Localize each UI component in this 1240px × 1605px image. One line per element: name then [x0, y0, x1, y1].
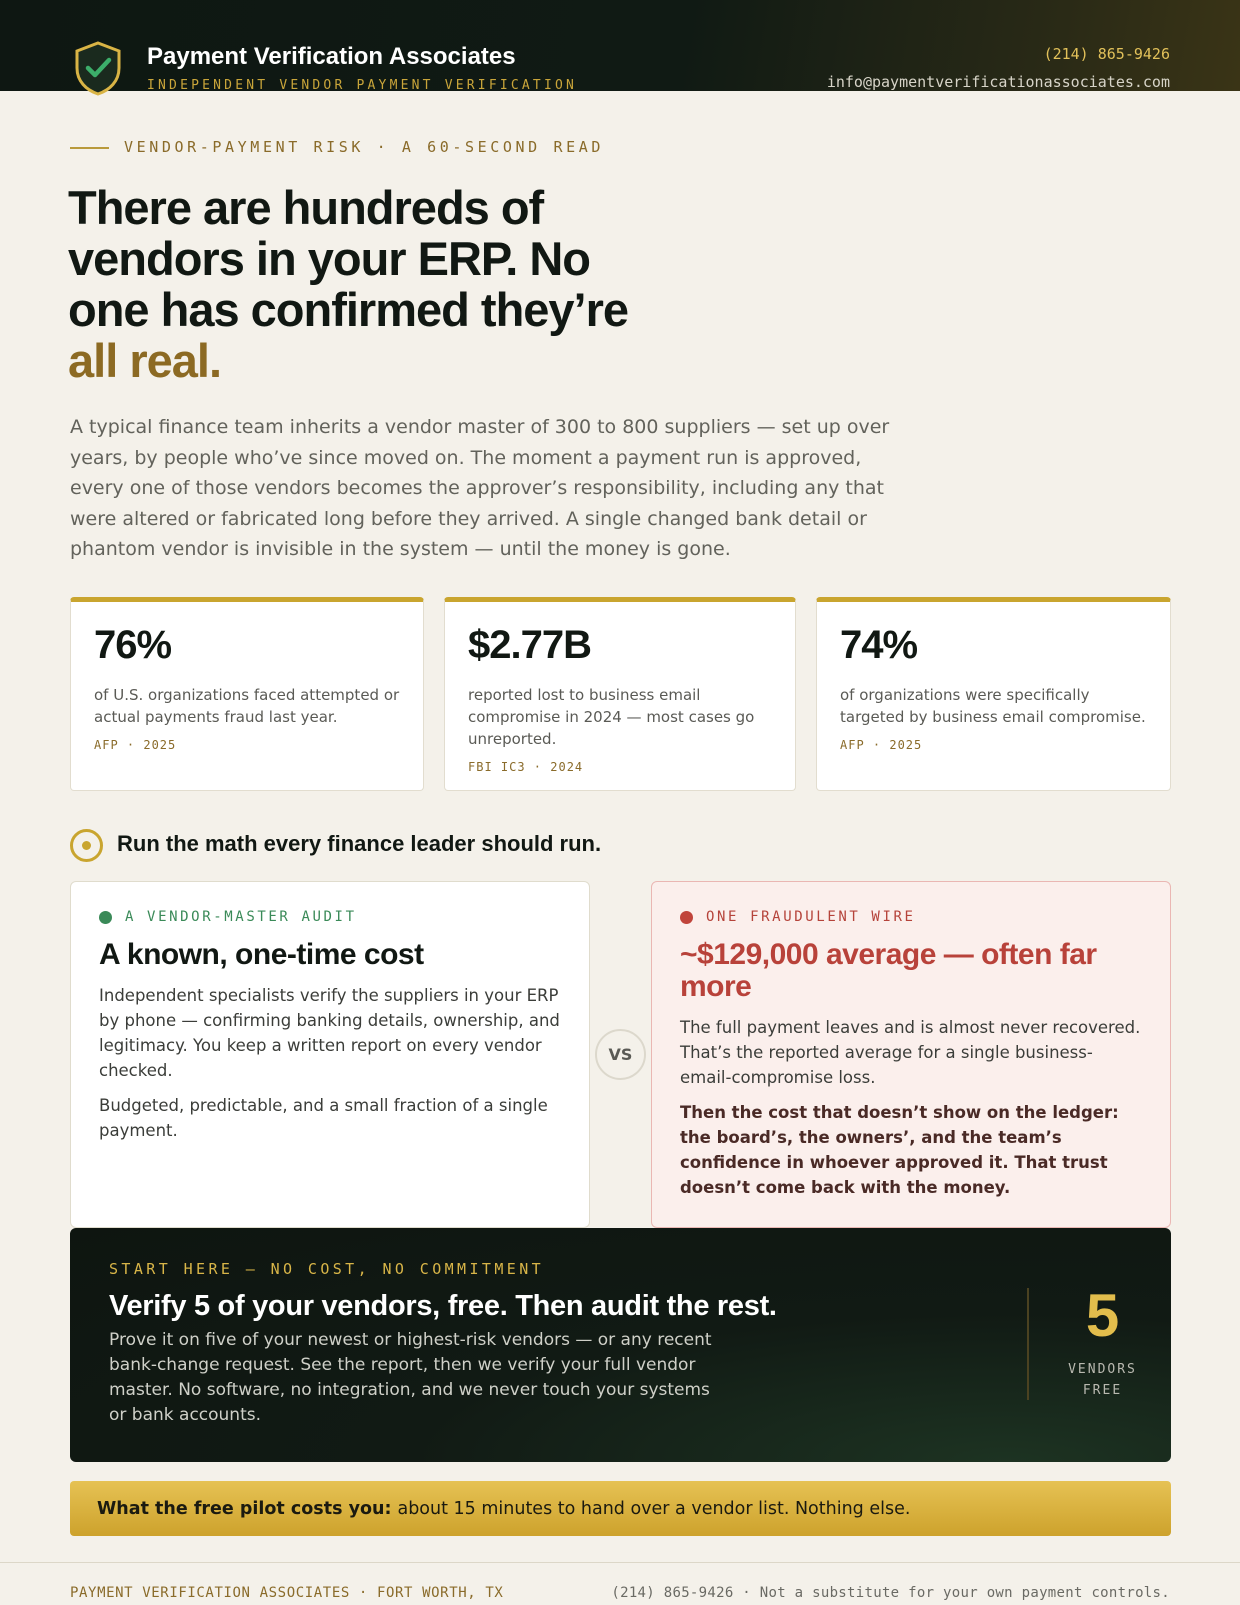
- stat-card: [444, 597, 796, 791]
- shield-check-icon: [72, 40, 124, 96]
- pilot-unit-line2: FREE: [1082, 1383, 1123, 1398]
- cost-label: What the free pilot costs you:: [97, 1498, 392, 1519]
- headline-main: There are hundreds of vendors in your ERP. No one has confirmed they’re: [68, 181, 629, 336]
- pilot-unit-line1: VENDORS: [1068, 1362, 1137, 1377]
- audit-cost-card: [70, 881, 590, 1228]
- pilot-cost-banner: [70, 1481, 1171, 1536]
- stat-card: [70, 597, 424, 791]
- hero-intro: A typical finance team inherits a vendor master of 300 to 800 suppliers — set up over years, by people who’ve since moved on. The moment a payment run is approved, every one of those vendors becomes the approver’s responsibility, including any that were altered or fabricated long before they arrived. A single changed bank detail or phantom vendor is invisible in the system — until the money is gone.: [70, 416, 890, 560]
- status-dot-icon: [99, 911, 112, 924]
- audit-body-secondary: Budgeted, predictable, and a small fraction of a single payment.: [99, 1096, 548, 1140]
- fraud-body: The full payment leaves and is almost never recovered. That’s the reported average for a single business-email-compromise loss.: [680, 1018, 1141, 1087]
- stat-card: [816, 597, 1171, 791]
- vs-badge: VS: [595, 1029, 646, 1080]
- headline-accent: all real.: [68, 334, 221, 387]
- stat-value: 76%: [94, 623, 172, 667]
- pilot-eyebrow: START HERE — NO COST, NO COMMITMENT: [109, 1260, 545, 1278]
- audit-body: Independent specialists verify the suppliers in your ERP by phone — confirming banking details, ownership, and legitimacy. You keep a written report on every vendor checked.: [99, 986, 560, 1080]
- footer-disclaimer: (214) 865-9426 · Not a substitute for your own payment controls.: [611, 1585, 1170, 1601]
- stat-description: reported lost to business email compromise in 2024 — most cases go unreported.: [468, 686, 755, 748]
- alert-dot-icon: [680, 911, 693, 924]
- stat-source: FBI IC3 · 2024: [468, 760, 584, 774]
- fraud-eyebrow: [680, 909, 1142, 925]
- free-pilot-panel: [70, 1228, 1171, 1462]
- hero-headline: [68, 182, 668, 386]
- target-icon: [70, 829, 103, 862]
- hero-eyebrow: VENDOR-PAYMENT RISK · A 60-SECOND READ: [124, 138, 604, 156]
- fraud-eyebrow-label: ONE FRAUDULENT WIRE: [706, 909, 916, 925]
- page-header: [0, 0, 1240, 91]
- pilot-title: Verify 5 of your vendors, free. Then audit the rest.: [109, 1290, 777, 1322]
- audit-eyebrow: [99, 909, 561, 925]
- eyebrow-rule: [70, 147, 109, 149]
- audit-eyebrow-label: A VENDOR-MASTER AUDIT: [125, 909, 357, 925]
- pilot-vendor-count: 5: [1085, 1282, 1120, 1349]
- stat-source: AFP · 2025: [840, 738, 923, 752]
- stat-value: 74%: [840, 623, 918, 667]
- fraud-title: ~$129,000 average — often far more: [680, 938, 1097, 1003]
- brand-name: Payment Verification Associates: [147, 43, 516, 70]
- fraud-cost-card: [651, 881, 1171, 1228]
- audit-title: A known, one-time cost: [99, 938, 424, 971]
- stat-description: of organizations were specifically targeted by business email compromise.: [840, 686, 1146, 726]
- stat-description: of U.S. organizations faced attempted or actual payments fraud last year.: [94, 686, 400, 726]
- math-section-title: Run the math every finance leader should run.: [117, 831, 602, 856]
- brand-tagline: INDEPENDENT VENDOR PAYMENT VERIFICATION: [147, 78, 578, 93]
- stat-source: AFP · 2025: [94, 738, 177, 752]
- pilot-vendor-unit: [1030, 1359, 1175, 1401]
- fraud-body-secondary: Then the cost that doesn’t show on the ledger: the board’s, the owners’, and the team’s confidence in whoever approved it. That trust doesn’t come back with the money.: [680, 1103, 1119, 1197]
- header-phone-link[interactable]: (214) 865-9426: [1043, 45, 1170, 63]
- stat-value: $2.77B: [468, 623, 591, 667]
- footer-divider: [0, 1562, 1240, 1563]
- header-email-link[interactable]: info@paymentverificationassociates.com: [826, 73, 1170, 91]
- cost-text: about 15 minutes to hand over a vendor list. Nothing else.: [397, 1498, 911, 1519]
- footer-company: PAYMENT VERIFICATION ASSOCIATES · FORT WORTH, TX: [70, 1585, 504, 1601]
- pilot-body: Prove it on five of your newest or highest-risk vendors — or any recent bank-change request. See the report, then we verify your full vendor master. No software, no integration, and we never touch your systems or bank accounts.: [109, 1330, 712, 1425]
- pilot-divider: [1027, 1288, 1029, 1400]
